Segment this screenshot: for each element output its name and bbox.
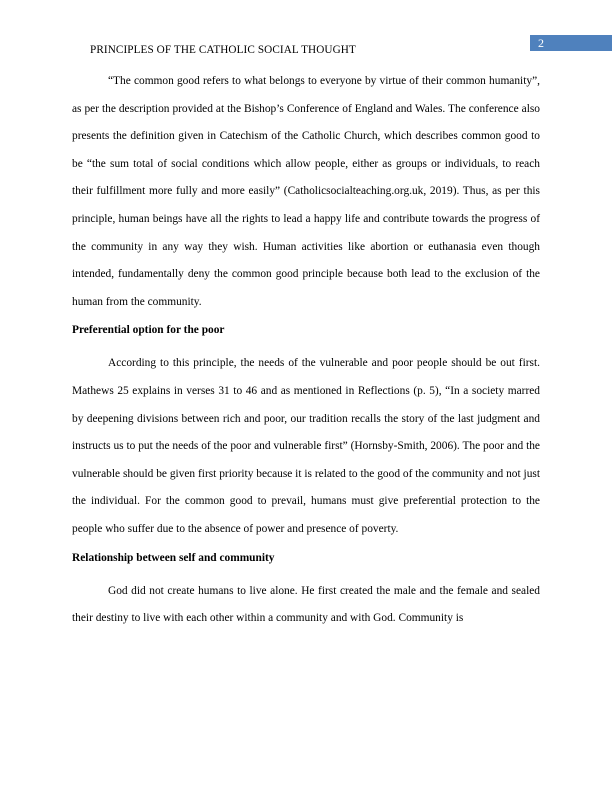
page-number: 2 bbox=[530, 35, 612, 51]
section-heading-self-and-community: Relationship between self and community bbox=[72, 551, 275, 564]
paragraph-common-good: “The common good refers to what belongs to everyone by virtue of their common humanity”, as per the description provided at the Bishop’s Conference of England and Wales. The conference also presents the definition given in Catechism of the Catholic Church, which describes common good to be “the sum total of social conditions which allow people, either as groups or individuals, to reach their fulfillment more fully and more easily” (Catholicsocialteaching.org.uk, 2019). Thus, as per this principle, human beings have all the rights to lead a happy life and contribute towards the progress of the community in any way they wish. Human activities like abortion or euthanasia even though intended, fundamentally deny the common good principle because both lead to the exclusion of the human from the community. bbox=[72, 75, 540, 308]
section-heading-preferential-option: Preferential option for the poor bbox=[72, 324, 225, 337]
paragraph-preferential-option: According to this principle, the needs of the vulnerable and poor people should be out first. Mathews 25 explains in verses 31 to 46 and as mentioned in Reflections (p. 5), “In a society marred by deepening divisions between rich and poor, our tradition recalls the story of the last judgment and instructs us to put the needs of the poor and vulnerable first” (Hornsby-Smith, 2006). The poor and the vulnerable should be given first priority because it is related to the good of the community and not just the individual. For the common good to prevail, humans must give preferential protection to the people who suffer due to the absence of power and presence of poverty. bbox=[72, 357, 540, 535]
paragraph-self-and-community: God did not create humans to live alone. He first created the male and the female and sealed their destiny to live with each other within a community and with God. Community is bbox=[72, 584, 540, 625]
document-body bbox=[72, 68, 540, 633]
running-head: PRINCIPLES OF THE CATHOLIC SOCIAL THOUGHT bbox=[90, 44, 356, 56]
